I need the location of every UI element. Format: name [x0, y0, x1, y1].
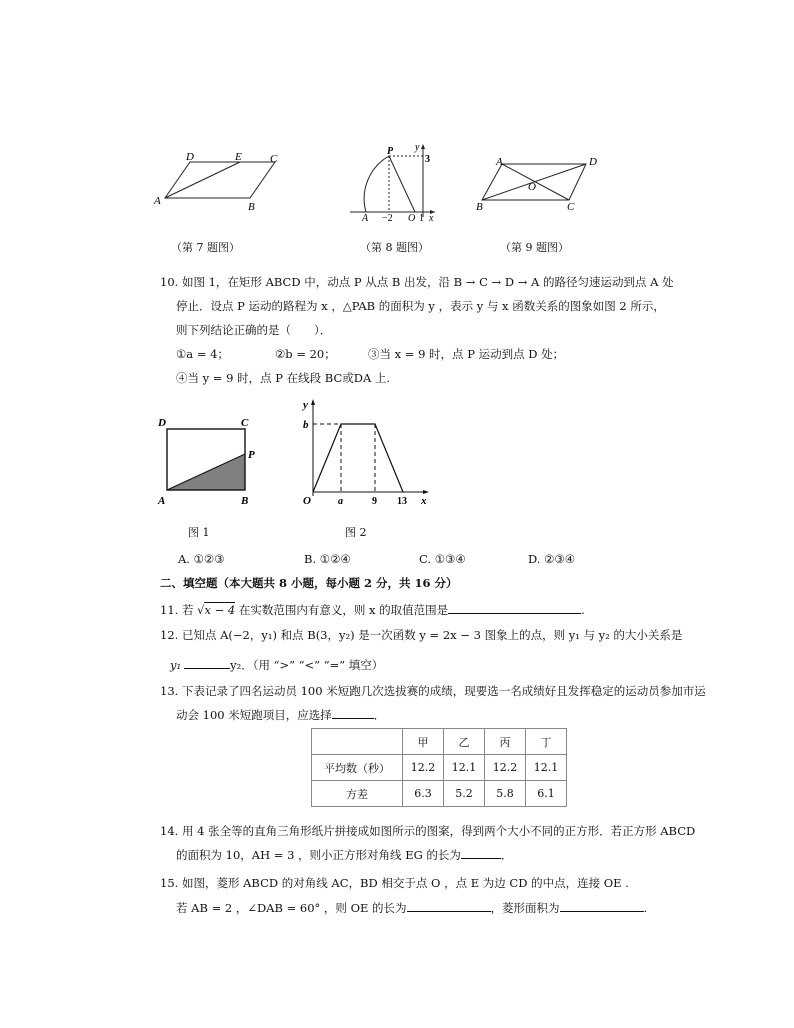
- q13-answer-blank[interactable]: [332, 706, 374, 719]
- table-header-cell: 丁: [526, 729, 567, 755]
- fig9-label-d: D: [589, 156, 597, 168]
- q12-line-1: 12. 已知点 A(−2，y₁) 和点 B(3，y₂) 是一次函数 y = 2x − 3 图象上的点，则 y₁ 与 y₂ 的大小关系是: [160, 628, 683, 642]
- q11-answer-blank[interactable]: [448, 601, 581, 614]
- q11-radicand: x − 4: [204, 603, 236, 617]
- fig2-label-13: 13: [397, 496, 407, 507]
- fig7-label-d: D: [186, 151, 194, 163]
- fig8-label-a: A: [362, 213, 369, 222]
- q10-option-3: ③当 x = 9 时，点 P 运动到点 D 处；: [368, 347, 565, 361]
- fig8-label-minus2: −2: [382, 213, 393, 222]
- q10-figure-2-caption: 图 2: [345, 526, 367, 539]
- table-cell: 6.3: [403, 781, 444, 807]
- q10-option-4: ④当 y = 9 时，点 P 在线段 BC或DA 上.: [176, 371, 391, 385]
- q15-line-2-end: .: [643, 901, 648, 915]
- table-cell: 12.2: [485, 755, 526, 781]
- q14-line-2-end: ．: [500, 848, 513, 862]
- q14-line-2-text: 的面积为 10，AH = 3 ，则小正方形对角线 EG 的长为: [176, 848, 461, 862]
- q12-line-2: [170, 656, 383, 673]
- q14-line-1: 14. 用 4 张全等的直角三角形纸片拼接成如图所示的图案，得到两个大小不同的正方形．若正方形 ABCD: [160, 824, 696, 838]
- figure-9-parallelogram: [474, 152, 604, 214]
- q10-option-1: ①a = 4；: [176, 347, 229, 361]
- q15-answer-blank-1[interactable]: [407, 899, 491, 912]
- q15-line-2a: 若 AB = 2 ，∠DAB = 60° ，则 OE 的长为: [176, 901, 407, 915]
- table-cell: 6.1: [526, 781, 567, 807]
- q10-choice-b: B. ①②④: [304, 552, 351, 566]
- table-cell: 12.1: [444, 755, 485, 781]
- q11-pre: 11. 若: [160, 603, 198, 617]
- fig9-label-c: C: [567, 201, 575, 213]
- figure-7-caption: （第 7 题图）: [171, 241, 240, 254]
- table-cell: 12.1: [526, 755, 567, 781]
- q11-line: [160, 601, 585, 618]
- table-cell: 12.2: [403, 755, 444, 781]
- table-row: [312, 781, 567, 807]
- figure-8-arc-graph: [345, 142, 440, 222]
- q15-line-2b: ，菱形面积为: [490, 901, 560, 915]
- fig8-label-y: y: [415, 142, 420, 153]
- fig9-label-a: A: [496, 156, 503, 168]
- fig2-label-a: a: [338, 496, 343, 507]
- table-row: [312, 755, 567, 781]
- q11-sqrt-symbol: √: [197, 603, 205, 617]
- fig8-label-p: P: [387, 146, 394, 157]
- table-header-cell: 乙: [444, 729, 485, 755]
- q12-y1: y₁: [170, 658, 182, 672]
- q10-figure-2-graph: [295, 396, 435, 508]
- fig8-label-1: 1: [419, 213, 424, 222]
- figure-7-parallelogram: [150, 150, 290, 212]
- q13-line-2-end: ．: [373, 708, 386, 722]
- table-header-row: [312, 729, 567, 755]
- q10-figure-1-rectangle: [155, 412, 265, 507]
- fig7-label-a: A: [154, 195, 161, 207]
- q14-answer-blank[interactable]: [461, 846, 501, 859]
- q10-figure-1-caption: 图 1: [188, 526, 210, 539]
- fig9-label-o: O: [528, 181, 536, 193]
- fig7-label-b: B: [248, 201, 255, 212]
- fig8-label-3: 3: [425, 154, 430, 165]
- q13-score-table: [311, 728, 567, 807]
- fig8-label-x: x: [429, 213, 434, 222]
- table-header-cell: 丙: [485, 729, 526, 755]
- q12-answer-blank[interactable]: [184, 656, 230, 669]
- figure-9-caption: （第 9 题图）: [500, 241, 569, 254]
- table-header-cell: 甲: [403, 729, 444, 755]
- q11-end: .: [581, 603, 585, 617]
- q13-line-1: 13. 下表记录了四名运动员 100 米短跑几次选拔赛的成绩，现要选一名成绩好且发挥稳定的运动员参加市运: [160, 684, 706, 698]
- fig7-label-c: C: [270, 153, 278, 165]
- q12-line-2-text: y₂．（用 “>” “<” “=” 填空）: [230, 658, 384, 672]
- q13-line-2: [176, 706, 385, 723]
- q11-post: 在实数范围内有意义，则 x 的取值范围是: [235, 603, 449, 617]
- table-cell: 方差: [312, 781, 403, 807]
- q15-line-1: 15. 如图，菱形 ABCD 的对角线 AC，BD 相交于点 O ，点 E 为边 CD 的中点，连接 OE .: [160, 876, 629, 890]
- fig7-label-e: E: [235, 151, 242, 163]
- fig1-label-b: B: [241, 495, 249, 507]
- q10-line-2: 停止．设点 P 运动的路程为 x ，△PAB 的面积为 y ，表示 y 与 x 函数关系的图象如图 2 所示，: [176, 299, 665, 313]
- q10-line-3: 则下列结论正确的是（ ）．: [176, 323, 332, 337]
- table-cell: 平均数（秒）: [312, 755, 403, 781]
- fig1-label-a: A: [158, 495, 166, 507]
- q10-choice-d: D. ②③④: [528, 552, 576, 566]
- fig9-label-b: B: [476, 201, 483, 213]
- fig2-label-o: O: [303, 495, 311, 507]
- q14-line-2: [176, 846, 512, 863]
- table-header-cell: [312, 729, 403, 755]
- fig2-label-y: y: [303, 399, 308, 411]
- q15-answer-blank-2[interactable]: [560, 899, 644, 912]
- figure-8-caption: （第 8 题图）: [360, 241, 429, 254]
- q10-option-2: ②b = 20；: [275, 347, 336, 361]
- q10-choice-a: A. ①②③: [178, 552, 225, 566]
- fig8-label-o: O: [408, 213, 416, 222]
- q10-line-1: 10. 如图 1，在矩形 ABCD 中，动点 P 从点 B 出发，沿 B → C → D → A 的路径匀速运动到点 A 处: [160, 275, 674, 289]
- table-cell: 5.2: [444, 781, 485, 807]
- q10-choice-c: C. ①③④: [419, 552, 466, 566]
- fig2-label-x: x: [421, 495, 427, 507]
- table-cell: 5.8: [485, 781, 526, 807]
- q15-line-2: [176, 899, 647, 916]
- fig1-label-d: D: [158, 417, 166, 429]
- fig1-label-c: C: [241, 417, 249, 429]
- fig2-label-9: 9: [372, 496, 377, 507]
- q13-line-2-text: 动会 100 米短跑项目，应选择: [176, 708, 332, 722]
- fig1-label-p: P: [248, 449, 255, 461]
- fig2-label-b: b: [303, 419, 309, 431]
- section-2-title: 二、填空题（本大题共 8 小题，每小题 2 分，共 16 分）: [160, 576, 458, 590]
